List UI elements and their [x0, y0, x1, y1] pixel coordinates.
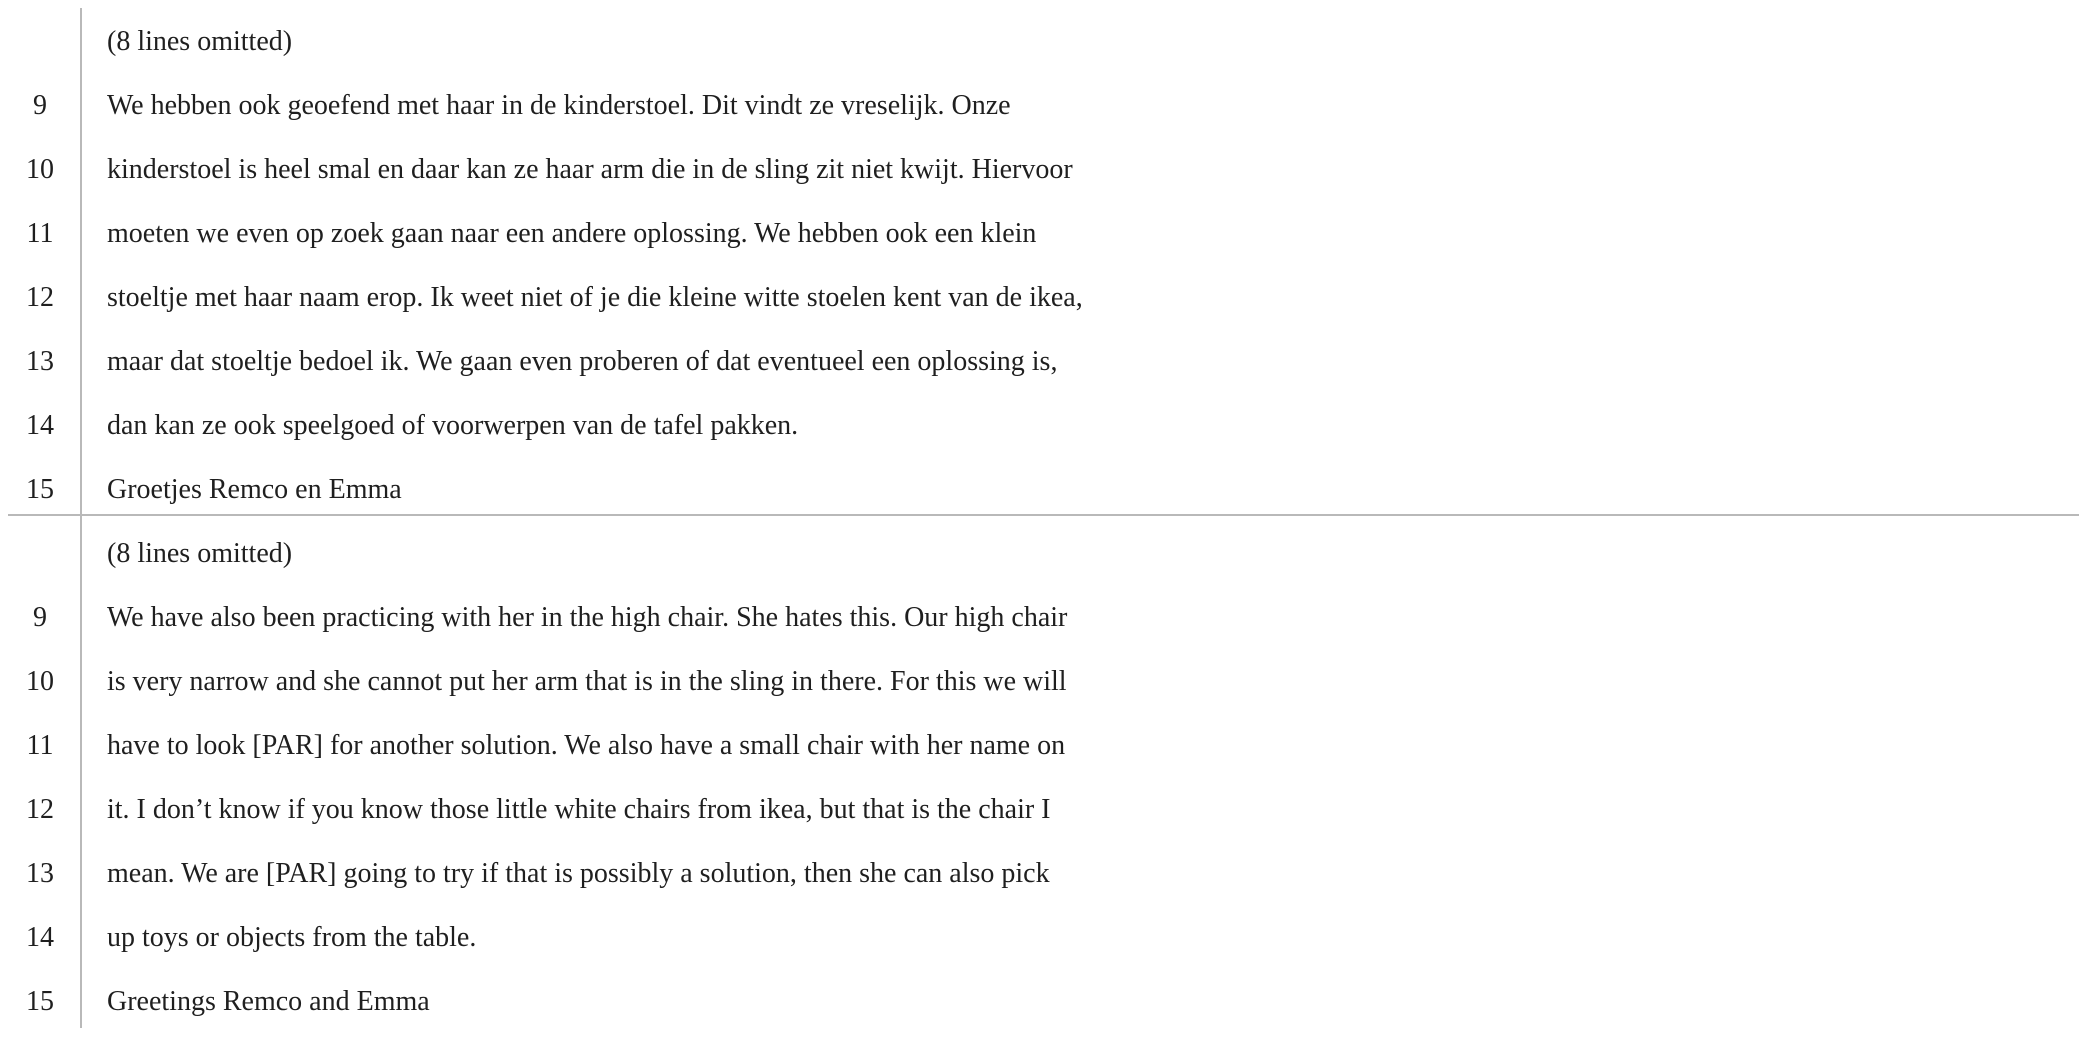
- line-text: moeten we even op zoek gaan naar een andere oplossing. We hebben ook een klein: [107, 218, 1037, 249]
- line-text: up toys or objects from the table.: [107, 922, 477, 953]
- transcript-line: [0, 214, 2081, 278]
- line-number: 10: [26, 154, 54, 185]
- line-number: 9: [33, 90, 47, 121]
- line-number: 12: [26, 282, 54, 313]
- omitted-note: (8 lines omitted): [107, 26, 293, 57]
- line-text: is very narrow and she cannot put her arm that is in the sling in there. For this we will: [107, 666, 1067, 697]
- transcript-line: [0, 726, 2081, 790]
- line-text: We have also been practicing with her in the high chair. She hates this. Our high chair: [107, 602, 1068, 633]
- line-number: 10: [26, 666, 54, 697]
- line-number: 9: [33, 602, 47, 633]
- line-text: it. I don’t know if you know those little white chairs from ikea, but that is the chair I: [107, 794, 1051, 825]
- line-text: dan kan ze ook speelgoed of voorwerpen van de tafel pakken.: [107, 410, 799, 441]
- transcript-line: [0, 150, 2081, 214]
- transcript-line: [0, 470, 2081, 534]
- transcript-line: [0, 278, 2081, 342]
- line-text: maar dat stoeltje bedoel ik. We gaan even proberen of dat eventueel een oplossing is,: [107, 346, 1058, 377]
- line-number: 11: [26, 218, 54, 249]
- transcript-line: [0, 982, 2081, 1046]
- line-number: 14: [26, 922, 54, 953]
- line-text: stoeltje met haar naam erop. Ik weet niet of je die kleine witte stoelen kent van de ikea,: [107, 282, 1083, 313]
- transcript-line: [0, 86, 2081, 150]
- transcript-line: [0, 598, 2081, 662]
- line-number: 15: [26, 474, 54, 505]
- transcript-line: [0, 790, 2081, 854]
- line-number: 15: [26, 986, 54, 1017]
- transcript-line: [0, 406, 2081, 470]
- transcript-line: [0, 342, 2081, 406]
- omitted-row: [0, 22, 2081, 86]
- omitted-row: [0, 534, 2081, 598]
- line-text: We hebben ook geoefend met haar in de kinderstoel. Dit vindt ze vreselijk. Onze: [107, 90, 1011, 121]
- line-text: mean. We are [PAR] going to try if that is possibly a solution, then she can also pick: [107, 858, 1050, 889]
- line-number: 14: [26, 410, 54, 441]
- transcript-line: [0, 918, 2081, 982]
- line-text: Greetings Remco and Emma: [107, 986, 430, 1017]
- line-text: kinderstoel is heel smal en daar kan ze haar arm die in de sling zit niet kwijt. Hiervoor: [107, 154, 1073, 185]
- line-number: 12: [26, 794, 54, 825]
- line-number: 13: [26, 858, 54, 889]
- line-text: have to look [PAR] for another solution. We also have a small chair with her name on: [107, 730, 1066, 761]
- transcript-line: [0, 662, 2081, 726]
- line-number: 13: [26, 346, 54, 377]
- transcript-line: [0, 854, 2081, 918]
- omitted-note: (8 lines omitted): [107, 538, 293, 569]
- line-text: Groetjes Remco en Emma: [107, 474, 402, 505]
- line-number: 11: [26, 730, 54, 761]
